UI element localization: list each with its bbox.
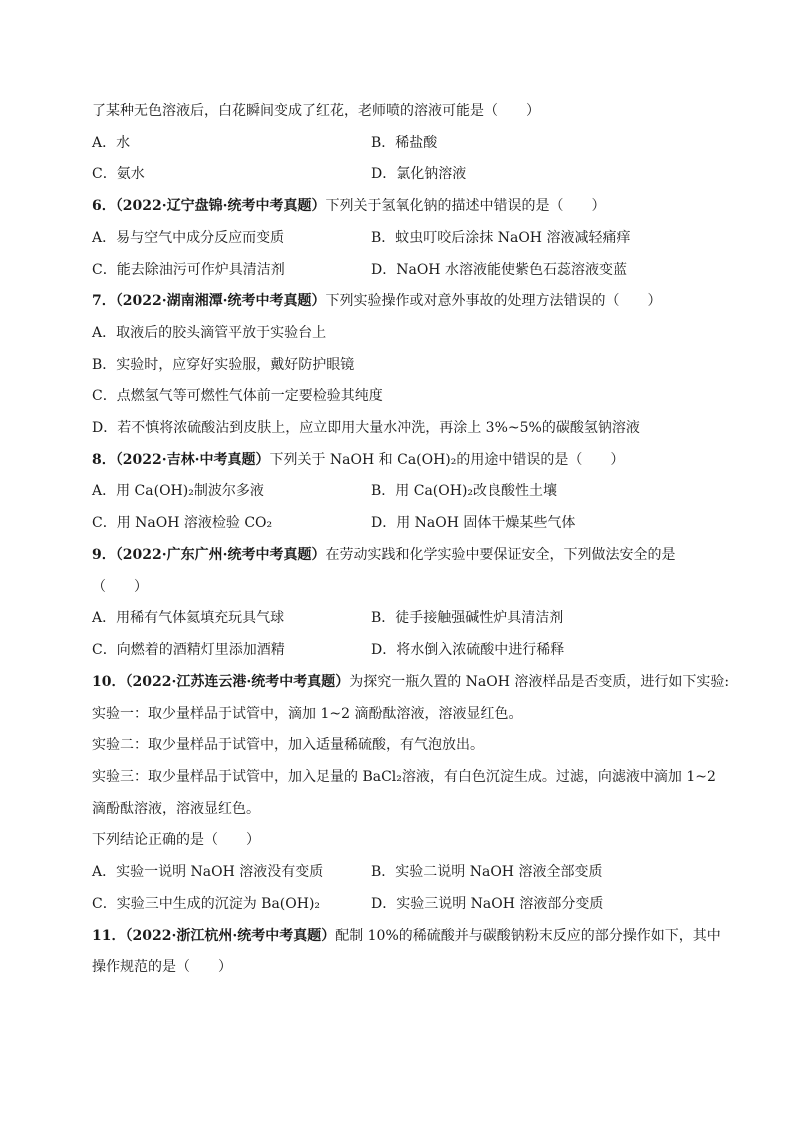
q7-text: 下列实验操作或对意外事故的处理方法错误的（ ） <box>325 293 662 309</box>
q7-option-c: C．点燃氢气等可燃性气体前一定要检验其纯度 <box>92 388 383 404</box>
q6-option-c: C．能去除油污可作炉具清洁剂 <box>92 262 285 278</box>
q7-option-b: B．实验时，应穿好实验服，戴好防护眼镜 <box>92 357 355 373</box>
q11-text: 配制 10%的稀硫酸并与碳酸钠粉末反应的部分操作如下，其中 <box>335 928 721 944</box>
q9-option-a: A．用稀有气体氦填充玩具气球 <box>92 610 285 626</box>
q7-option-d: D．若不慎将浓硫酸沾到皮肤上，应立即用大量水冲洗，再涂上 3%~5%的碳酸氢钠溶液 <box>92 420 640 436</box>
q10-experiment-3: 实验三：取少量样品于试管中，加入足量的 BaCl₂溶液，有白色沉淀生成。过滤，向滤液中滴加 1~2 <box>92 769 716 785</box>
q10-experiment-1: 实验一：取少量样品于试管中，滴加 1~2 滴酚酞溶液，溶液显红色。 <box>92 706 523 722</box>
q9-answer-paren: （ ） <box>92 579 148 595</box>
q5-stem-continuation: 了某种无色溶液后，白花瞬间变成了红花，老师喷的溶液可能是（ ） <box>92 103 540 119</box>
q6-text: 下列关于氢氧化钠的描述中错误的是（ ） <box>325 198 606 214</box>
q9-text: 在劳动实践和化学实验中要保证安全，下列做法安全的是 <box>325 547 676 563</box>
q9-option-b: B．徒手接触强碱性炉具清洁剂 <box>371 610 564 626</box>
q8-number: 8． <box>92 452 116 468</box>
q10-question: 下列结论正确的是（ ） <box>92 832 260 848</box>
q9-stem <box>92 545 675 565</box>
q10-option-a: A．实验一说明 NaOH 溶液没有变质 <box>92 864 324 880</box>
q10-option-c: C．实验三中生成的沉淀为 Ba(OH)₂ <box>92 896 321 912</box>
q6-option-d: D．NaOH 水溶液能使紫色石蕊溶液变蓝 <box>371 262 627 278</box>
q11-number: 11． <box>92 928 126 944</box>
q9-option-d: D．将水倒入浓硫酸中进行稀释 <box>371 642 565 658</box>
q10-experiment-2: 实验二：取少量样品于试管中，加入适量稀硫酸，有气泡放出。 <box>92 737 484 753</box>
q11-source: （2022·浙江杭州·统考中考真题） <box>125 928 336 944</box>
q10-option-b: B．实验二说明 NaOH 溶液全部变质 <box>371 864 603 880</box>
q6-option-b: B．蚊虫叮咬后涂抹 NaOH 溶液减轻痛痒 <box>371 230 631 246</box>
q8-stem <box>92 450 624 470</box>
q11-stem-cont: 操作规范的是（ ） <box>92 959 232 975</box>
q7-number: 7． <box>92 293 116 309</box>
q5-option-d: D．氯化钠溶液 <box>371 166 467 182</box>
q6-stem <box>92 196 605 216</box>
q8-option-c: C．用 NaOH 溶液检验 CO₂ <box>92 515 273 531</box>
q8-option-d: D．用 NaOH 固体干燥某些气体 <box>371 515 576 531</box>
q6-source: （2022·辽宁盘锦·统考中考真题） <box>115 198 326 214</box>
q10-text: 为探究一瓶久置的 NaOH 溶液样品是否变质，进行如下实验: <box>349 674 730 690</box>
q9-source: （2022·广东广州·统考中考真题） <box>115 547 326 563</box>
q8-option-b: B．用 Ca(OH)₂改良酸性土壤 <box>371 483 558 499</box>
q9-number: 9． <box>92 547 116 563</box>
q8-text: 下列关于 NaOH 和 Ca(OH)₂的用途中错误的是（ ） <box>269 452 625 468</box>
q5-option-c: C．氨水 <box>92 166 145 182</box>
q8-option-a: A．用 Ca(OH)₂制波尔多液 <box>92 483 264 499</box>
q5-option-a: A．水 <box>92 135 131 151</box>
q6-number: 6． <box>92 198 116 214</box>
q7-stem <box>92 291 661 311</box>
q10-experiment-3-cont: 滴酚酞溶液，溶液显红色。 <box>92 801 260 817</box>
q7-option-a: A．取液后的胶头滴管平放于实验台上 <box>92 325 327 341</box>
q7-source: （2022·湖南湘潭·统考中考真题） <box>115 293 326 309</box>
q10-stem <box>92 672 729 692</box>
q6-option-a: A．易与空气中成分反应而变质 <box>92 230 285 246</box>
q10-number: 10． <box>92 674 126 690</box>
q11-stem <box>92 926 721 946</box>
q5-option-b: B．稀盐酸 <box>371 135 438 151</box>
q10-option-d: D．实验三说明 NaOH 溶液部分变质 <box>371 896 604 912</box>
q9-option-c: C．向燃着的酒精灯里添加酒精 <box>92 642 285 658</box>
q8-source: （2022·吉林·中考真题） <box>115 452 270 468</box>
q10-source: （2022·江苏连云港·统考中考真题） <box>125 674 350 690</box>
